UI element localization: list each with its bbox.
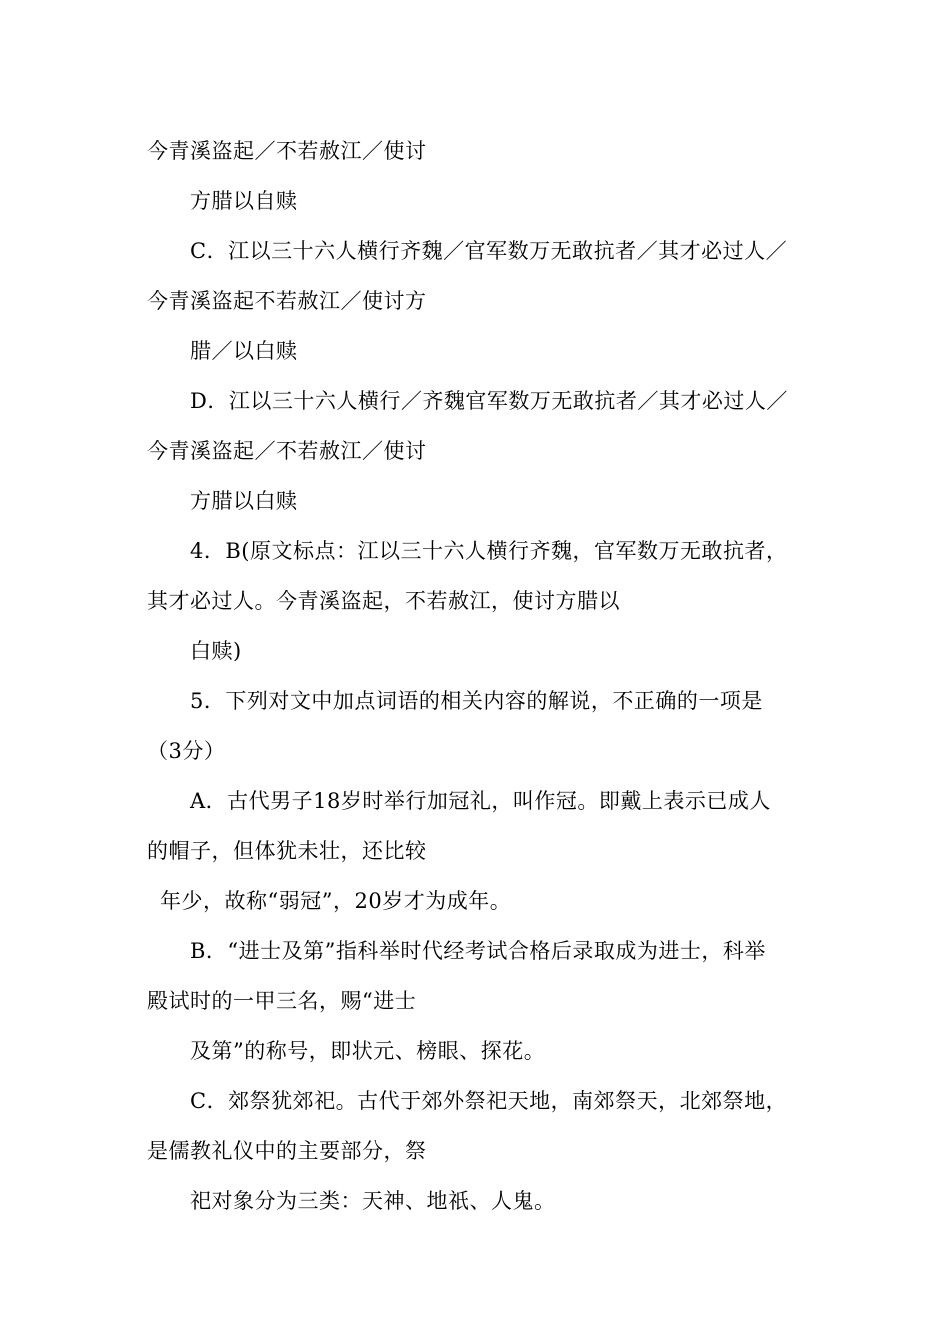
text-line: 今青溪盗起／不若赦江／使讨 (147, 139, 427, 163)
text-line: 5．下列对文中加点词语的相关内容的解说，不正确的一项是 (190, 689, 763, 713)
text-line: 方腊以白赎 (190, 489, 298, 513)
text-line: 方腊以自赎 (190, 189, 298, 213)
text-line: C．郊祭犹郊祀。古代于郊外祭祀天地，南郊祭天，北郊祭地， (190, 1089, 788, 1113)
text-line: B．“进士及第”指科举时代经考试合格后录取成为进士，科举 (190, 939, 766, 963)
text-line: D．江以三十六人横行／齐魏官军数万无敢抗者／其才必过人／ (190, 389, 788, 413)
text-line: A．古代男子18岁时举行加冠礼，叫作冠。即戴上表示已成人 (190, 789, 771, 813)
text-line: 年少，故称“弱冠”，20岁才为成年。 (160, 889, 512, 913)
text-line: 白赎) (190, 639, 242, 663)
text-line: 其才必过人。今青溪盗起，不若赦江，使讨方腊以 (147, 589, 620, 613)
text-line: 祀对象分为三类：天神、地祇、人鬼。 (190, 1189, 556, 1213)
text-line: 及第”的称号，即状元、榜眼、探花。 (190, 1039, 546, 1063)
text-line: 的帽子，但体犹未壮，还比较 (147, 839, 427, 863)
text-line: 殿试时的一甲三名，赐“进士 (147, 989, 417, 1013)
text-line: 腊／以白赎 (190, 339, 298, 363)
text-line: 4．B(原文标点：江以三十六人横行齐魏，官军数万无敢抗者， (190, 539, 788, 563)
text-line: 今青溪盗起／不若赦江／使讨 (147, 439, 427, 463)
text-line: 是儒教礼仪中的主要部分，祭 (147, 1139, 427, 1163)
text-line: （3分） (147, 739, 226, 763)
text-line: 今青溪盗起不若赦江／使讨方 (147, 289, 427, 313)
text-line: C．江以三十六人横行齐魏／官军数万无敢抗者／其才必过人／ (190, 239, 788, 263)
